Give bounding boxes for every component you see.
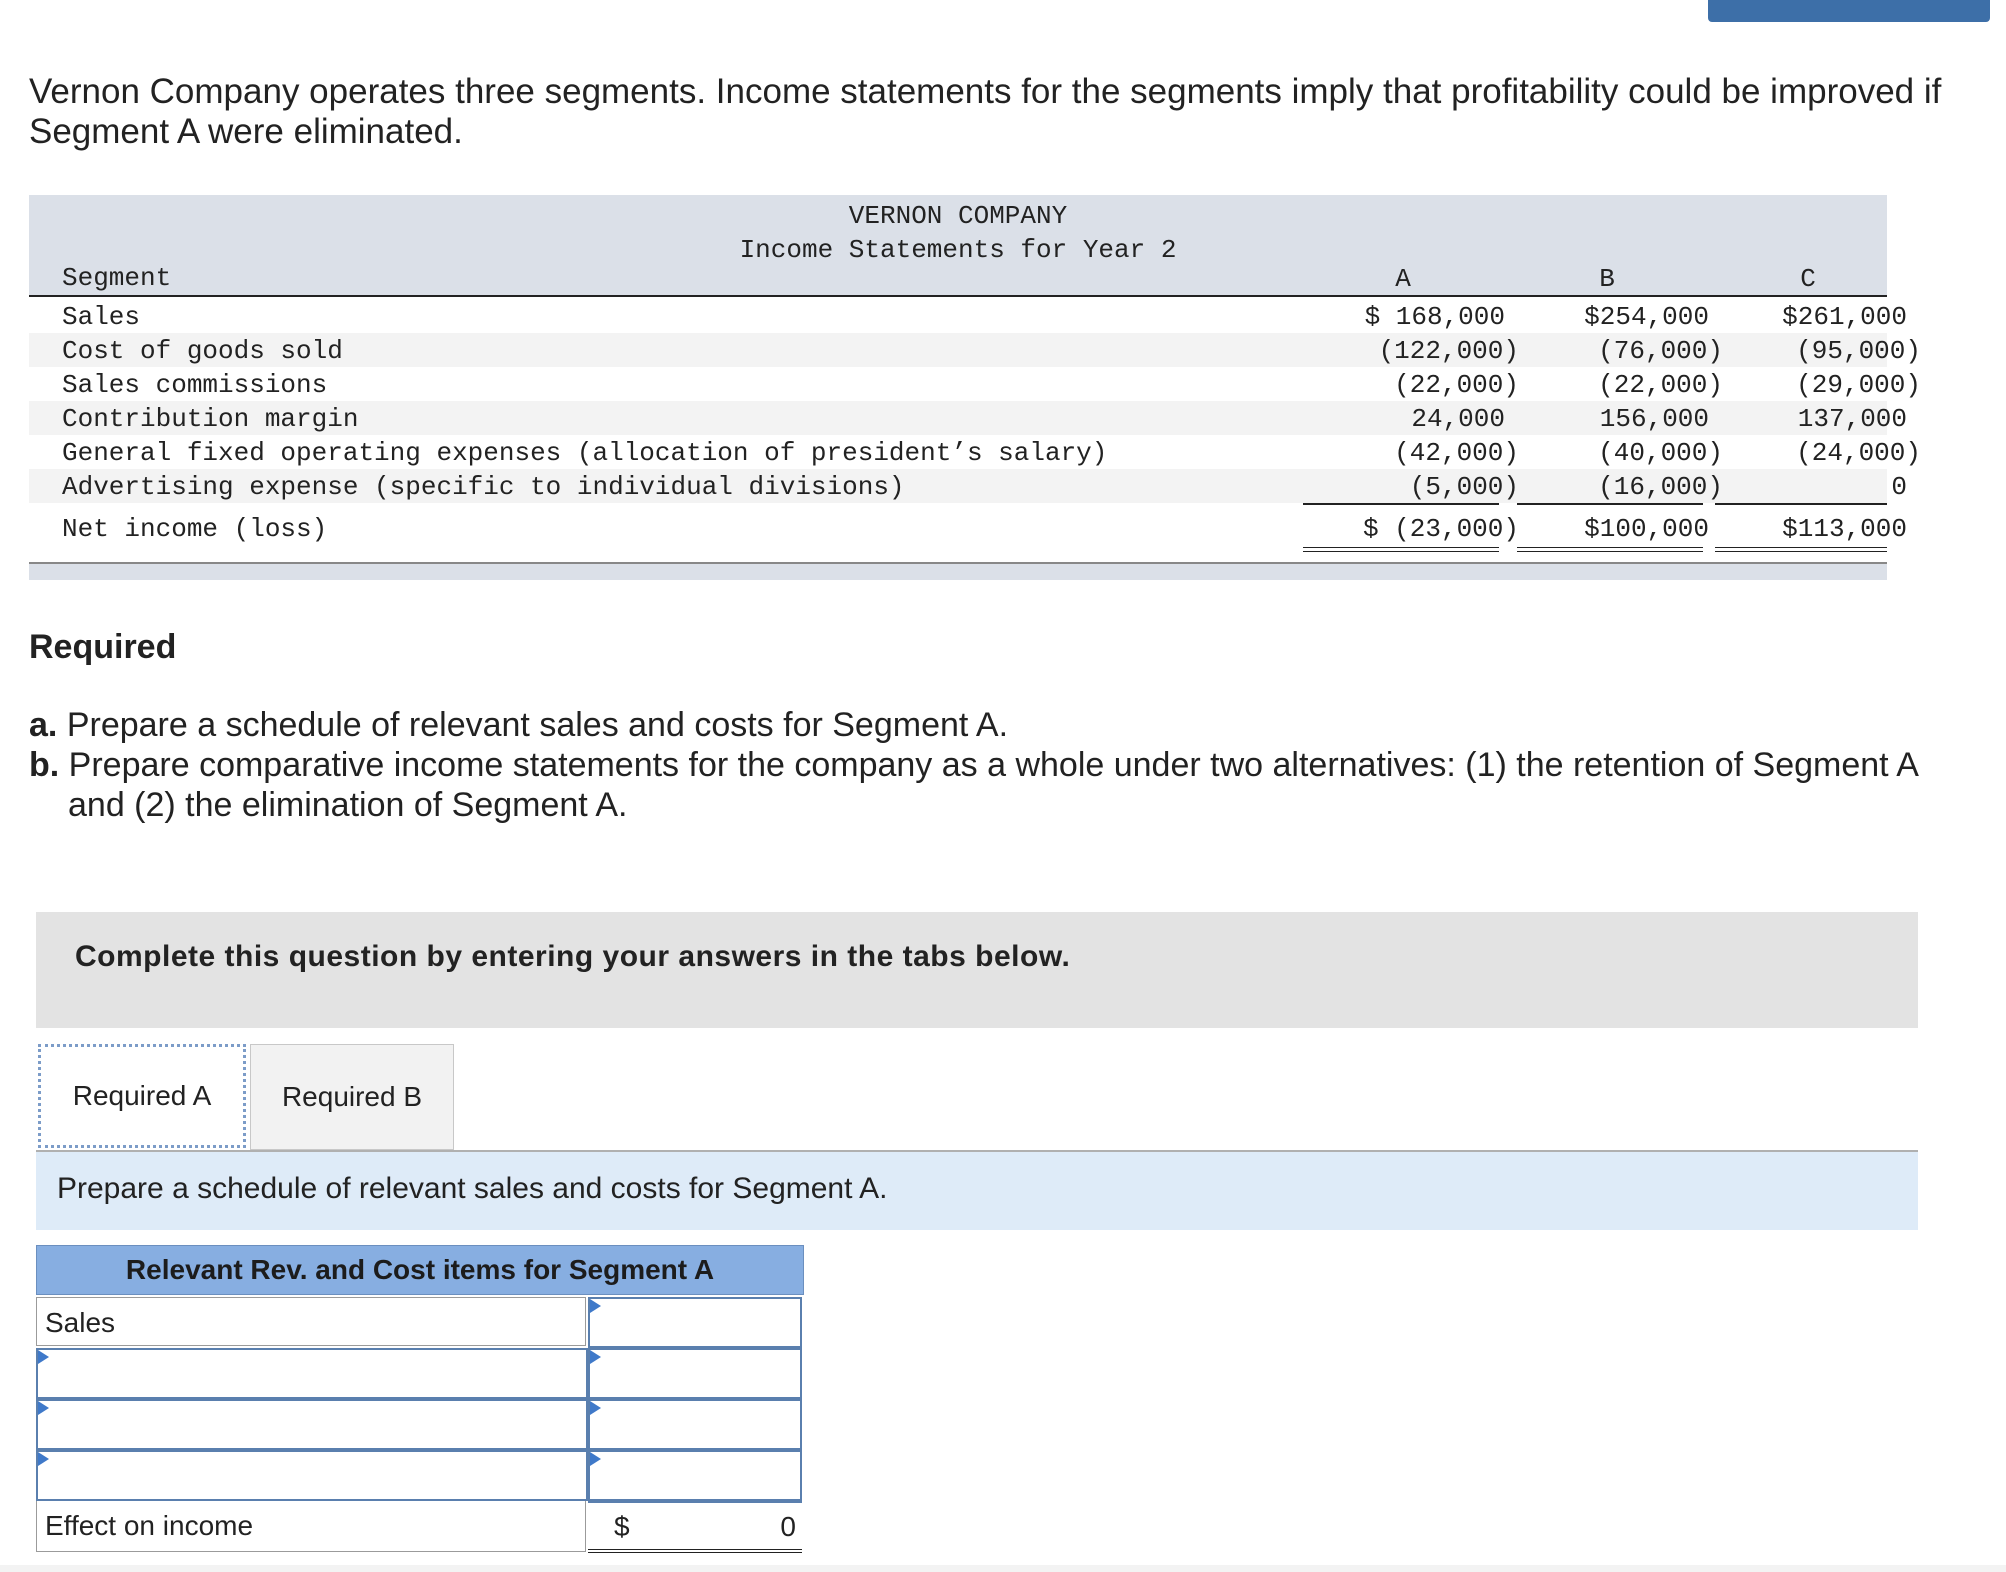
- effect-amount-cell: [588, 1501, 802, 1553]
- requirement-b-text: Prepare comparative income statements for the company as a whole under two alternatives: (1) the retention of Segment A and (2) the elimination of Segment A.: [68, 746, 1917, 824]
- row-value-c: (24,000): [1796, 438, 1921, 468]
- answer-label-cell: [36, 1297, 586, 1346]
- row-label: Sales commissions: [62, 370, 328, 400]
- double-rule-a: [1303, 547, 1499, 552]
- total-rule-c: [1715, 503, 1887, 505]
- row-value-a: (5,000): [1409, 472, 1519, 502]
- row-value-b: (22,000): [1598, 370, 1723, 400]
- answer-row: [36, 1297, 804, 1348]
- row-value-a: $ (23,000): [1362, 514, 1519, 544]
- row-value-a: 24,000: [1411, 404, 1505, 434]
- row-value-b: (40,000): [1598, 438, 1723, 468]
- income-statement: [29, 195, 1921, 579]
- row-value-c: (95,000): [1796, 336, 1921, 366]
- requirement-b: [29, 745, 1979, 825]
- answer-label-cell[interactable]: [36, 1399, 588, 1450]
- header-rule: [29, 295, 1887, 297]
- top-action-button[interactable]: [1708, 0, 1990, 22]
- answer-label-cell[interactable]: [36, 1348, 588, 1399]
- row-label: Advertising expense (specific to individual divisions): [62, 472, 905, 502]
- double-rule-c: [1715, 547, 1887, 552]
- answer-amount-cell[interactable]: [588, 1399, 802, 1450]
- label-input[interactable]: [42, 1354, 584, 1394]
- requirement-a-marker: a.: [29, 706, 58, 744]
- answer-label: Sales: [45, 1307, 116, 1338]
- column-header-c: C: [1800, 264, 1816, 294]
- complete-question-banner: [36, 912, 1918, 1028]
- row-value-c: 137,000: [1797, 404, 1907, 434]
- requirements-list: [29, 705, 1979, 825]
- statement-row: [29, 469, 1907, 503]
- statement-row: [29, 511, 1907, 545]
- row-label: Contribution margin: [62, 404, 359, 434]
- effect-label-cell: [36, 1501, 586, 1552]
- effect-label: Effect on income: [45, 1510, 254, 1541]
- column-header-b: B: [1599, 264, 1615, 294]
- row-label: Sales: [62, 302, 141, 332]
- required-heading: Required: [29, 628, 177, 666]
- total-rule-a: [1303, 503, 1499, 505]
- column-header-a: A: [1395, 264, 1411, 294]
- answer-table-header: Relevant Rev. and Cost items for Segment A: [36, 1245, 804, 1295]
- statement-row: [29, 435, 1921, 469]
- statement-footer-bar: [29, 562, 1887, 580]
- row-value-b: $254,000: [1584, 302, 1709, 332]
- statement-title: Income Statements for Year 2: [739, 235, 1177, 265]
- row-value-c: $261,000: [1782, 302, 1907, 332]
- instruction-text: Prepare a schedule of relevant sales and costs for Segment A.: [57, 1172, 888, 1205]
- row-value-b: 156,000: [1599, 404, 1709, 434]
- answer-row: [36, 1450, 804, 1501]
- instruction-banner: [36, 1152, 1918, 1230]
- effect-currency: $: [614, 1511, 630, 1542]
- complete-question-text: Complete this question by entering your answers in the tabs below.: [75, 940, 1071, 973]
- intro-text: Vernon Company operates three segments. Income statements for the segments imply that profitability could be improved if Segment A were eliminated.: [29, 72, 1942, 151]
- double-rule-b: [1517, 547, 1703, 552]
- label-input[interactable]: [42, 1456, 584, 1496]
- statement-company: VERNON COMPANY: [848, 201, 1068, 231]
- amount-input[interactable]: [594, 1456, 798, 1496]
- row-label: Cost of goods sold: [62, 336, 343, 366]
- requirement-b-marker: b.: [29, 746, 60, 784]
- effect-value: 0: [780, 1511, 796, 1542]
- row-value-b: (16,000): [1598, 472, 1723, 502]
- answer-label-cell[interactable]: [36, 1450, 588, 1501]
- segment-label: Segment: [62, 263, 172, 293]
- row-label: Net income (loss): [62, 514, 328, 544]
- total-rule-b: [1517, 503, 1703, 505]
- statement-row: [29, 367, 1921, 401]
- page-bottom-edge: [0, 1565, 2006, 1572]
- tab-required-b[interactable]: Required B: [250, 1044, 454, 1150]
- row-value-a: $ 168,000: [1364, 302, 1505, 332]
- amount-input[interactable]: [594, 1405, 798, 1445]
- amount-input[interactable]: [594, 1354, 798, 1394]
- answer-amount-cell[interactable]: [588, 1348, 802, 1399]
- amount-input[interactable]: [594, 1303, 798, 1343]
- row-value-c: (29,000): [1796, 370, 1921, 400]
- statement-row: [29, 333, 1921, 367]
- requirement-a: [29, 705, 1979, 745]
- row-value-c: $113,000: [1782, 514, 1907, 544]
- row-label: General fixed operating expenses (allocation of president’s salary): [62, 438, 1108, 468]
- answer-amount-cell[interactable]: [588, 1297, 802, 1348]
- requirement-a-text: Prepare a schedule of relevant sales and costs for Segment A.: [66, 706, 1009, 744]
- statement-row: [29, 401, 1907, 435]
- row-value-b: $100,000: [1584, 514, 1709, 544]
- row-value-b: (76,000): [1598, 336, 1723, 366]
- statement-row: [29, 299, 1907, 333]
- row-value-a: (122,000): [1378, 336, 1519, 366]
- effect-on-income-row: [36, 1501, 804, 1552]
- row-value-a: (42,000): [1394, 438, 1519, 468]
- answer-row: [36, 1399, 804, 1450]
- statement-header: [29, 195, 1887, 296]
- row-value-c: 0: [1891, 472, 1907, 502]
- tab-required-a[interactable]: Required A: [38, 1044, 246, 1148]
- answer-amount-cell[interactable]: [588, 1450, 802, 1501]
- answer-row: [36, 1348, 804, 1399]
- row-value-a: (22,000): [1394, 370, 1519, 400]
- label-input[interactable]: [42, 1405, 584, 1445]
